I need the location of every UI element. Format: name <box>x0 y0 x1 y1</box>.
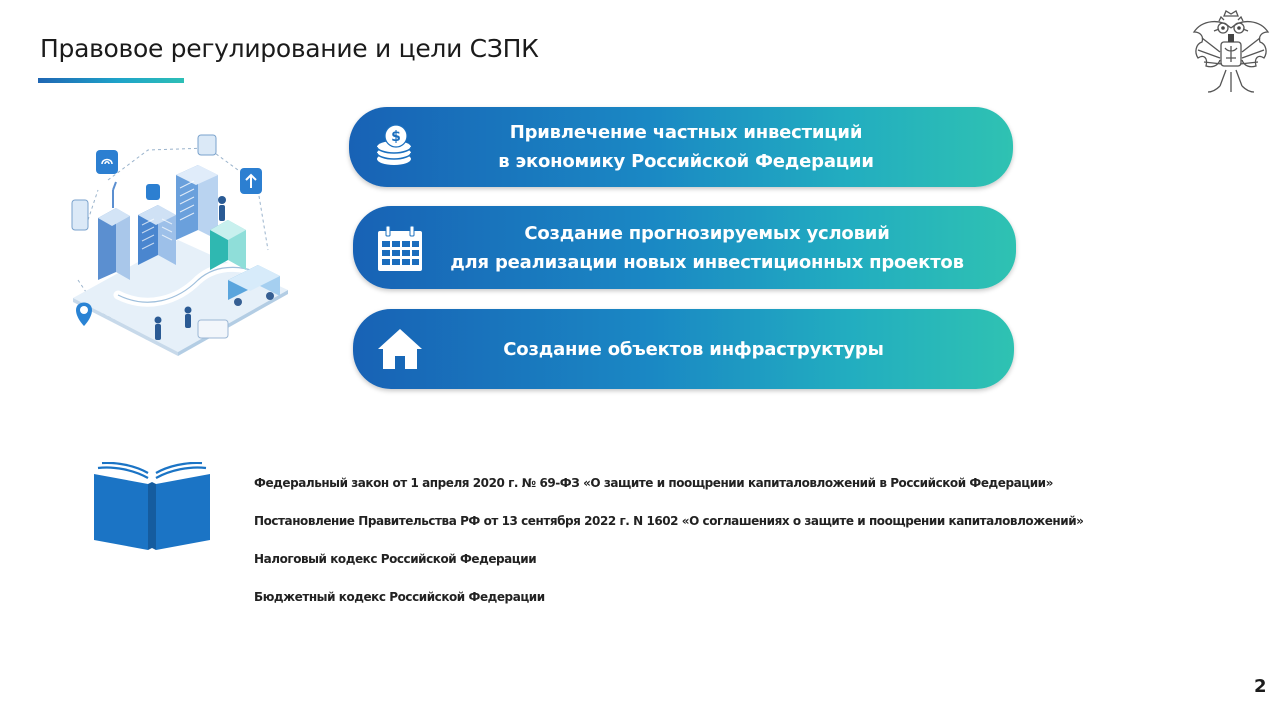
goal-predictable-conditions <box>353 206 1016 289</box>
goal-3-line-1: Создание объектов инфраструктуры <box>503 338 884 360</box>
open-book-icon <box>90 462 214 552</box>
house-icon <box>375 324 425 374</box>
slide-title: Правовое регулирование и цели СЗПК <box>40 34 539 63</box>
legal-ref-government-decree: Постановление Правительства РФ от 13 сентября 2022 г. N 1602 «О соглашениях о защите и поощрении капиталовложений» <box>254 514 1084 528</box>
legal-ref-budget-code: Бюджетный кодекс Российской Федерации <box>254 590 545 604</box>
goal-2-line-1: Создание прогнозируемых условий <box>524 222 890 244</box>
goal-1-line-2: в экономику Российской Федерации <box>498 151 874 172</box>
goal-1-line-1: Привлечение частных инвестиций <box>509 122 863 143</box>
legal-ref-tax-code: Налоговый кодекс Российской Федерации <box>254 552 537 566</box>
legal-basis-list <box>254 474 1083 626</box>
goal-2-line-2: для реализации новых инвестиционных проектов <box>450 251 964 273</box>
calendar-icon <box>375 223 425 273</box>
coins-dollar-icon <box>371 122 421 172</box>
russian-coat-of-arms-icon <box>1190 8 1272 100</box>
goal-private-investment <box>349 107 1013 187</box>
isometric-smart-city-illustration <box>58 130 298 362</box>
goal-infrastructure <box>353 309 1014 389</box>
page-number: 2 <box>1254 676 1267 697</box>
svg-text:$: $ <box>391 129 401 145</box>
legal-ref-federal-law: Федеральный закон от 1 апреля 2020 г. № 69-ФЗ «О защите и поощрении капиталовложений в Российской Федерации» <box>254 476 1053 490</box>
title-underline <box>38 78 184 83</box>
